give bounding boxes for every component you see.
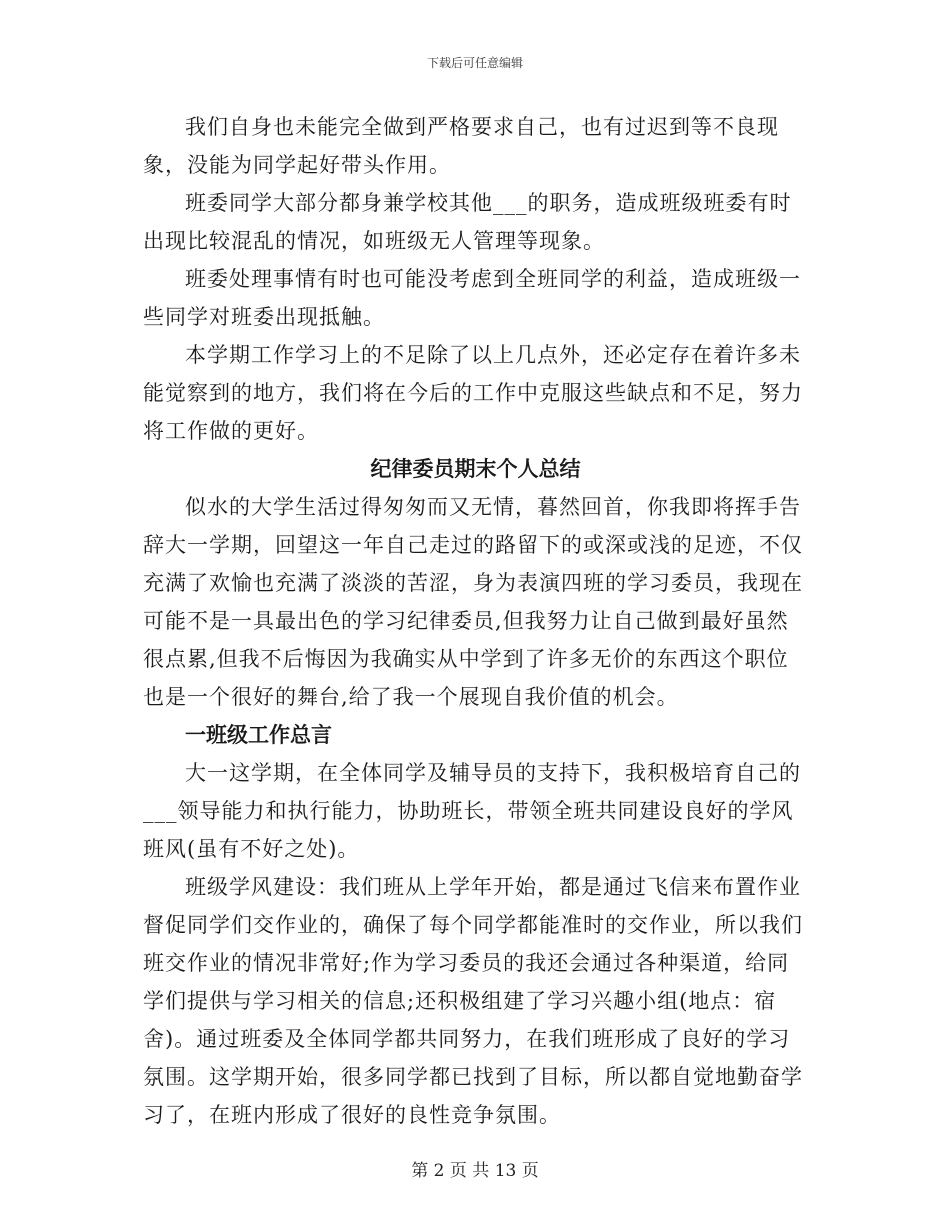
paragraph: 班级学风建设：我们班从上学年开始，都是通过飞信来布置作业督促同学们交作业的，确保了每个同学都能准时的交作业，所以我们班交作业的情况非常好;作为学习委员的我还会通过各种渠道，给同学们提供与学习相关的信息;还积极组建了学习兴趣小组(地点：宿舍)。通过班委及全体同学都共同努力，在我们班形成了良好的学习氛围。这学期开始，很多同学都已找到了目标，所以都自觉地勤奋学习了，在班内形成了很好的良性竞争氛围。	[143, 875, 803, 1127]
paragraph: 我们自身也未能完全做到严格要求自己，也有过迟到等不良现象，没能为同学起好带头作用。	[143, 115, 779, 177]
page-number: 第 2 页 共 13 页	[411, 1161, 539, 1181]
paragraph: 本学期工作学习上的不足除了以上几点外，还必定存在着许多未能觉察到的地方，我们将在今后的工作中克服这些缺点和不足，努力将工作做的更好。	[143, 343, 803, 443]
paragraph: 班委同学大部分都身兼学校其他___的职务，造成班级班委有时出现比较混乱的情况，如班级无人管理等现象。	[143, 191, 792, 253]
subheading: 一班级工作总言	[185, 722, 332, 747]
paragraph: 似水的大学生活过得匆匆而又无情，暮然回首，你我即将挥手告辞大一学期，回望这一年自己走过的路留下的或深或浅的足迹，不仅充满了欢愉也充满了淡淡的苦涩，身为表演四班的学习委员，我现在可能不是一具最出色的学习纪律委员,但我努力让自己做到最好虽然很点累,但我不后悔因为我确实从中学到了许多无价的东西这个职位也是一个很好的舞台,给了我一个展现自我价值的机会。	[143, 495, 803, 709]
page-header: 下载后可任意编辑	[426, 56, 523, 70]
document-body	[143, 108, 808, 1134]
section-title: 纪律委员期末个人总结	[370, 456, 581, 481]
paragraph: 班委处理事情有时也可能没考虑到全班同学的利益，造成班级一些同学对班委出现抵触。	[143, 267, 801, 329]
paragraph: 大一这学期，在全体同学及辅导员的支持下，我积极培育自己的___领导能力和执行能力，协助班长，带领全班共同建设良好的学风班风(虽有不好之处)。	[143, 761, 801, 861]
